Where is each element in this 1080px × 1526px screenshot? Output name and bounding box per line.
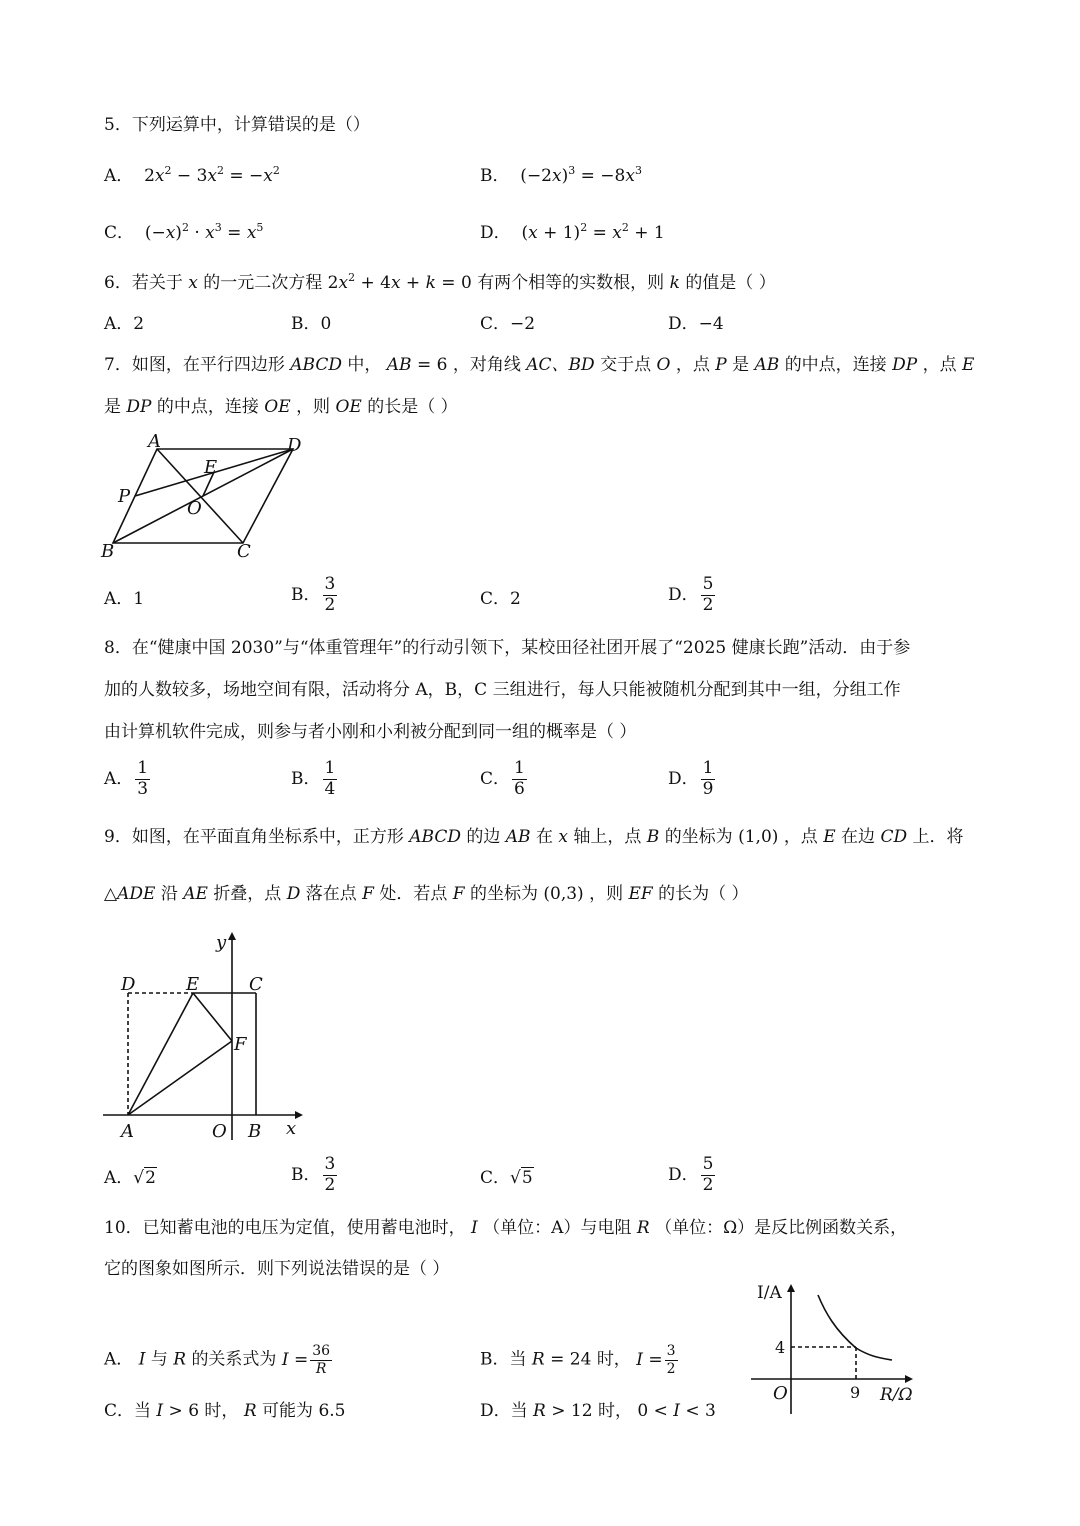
q7-stem-part: ，点 xyxy=(675,355,710,375)
q7-option-d-frac: $\frac{5}{2}$ xyxy=(702,574,714,615)
q7-label-o: O xyxy=(187,498,202,519)
q7-p: P xyxy=(715,355,727,375)
q6-stem xyxy=(104,272,776,292)
q7-diagonals: AC、BD xyxy=(526,355,595,375)
q9-option-c xyxy=(480,1170,534,1187)
q7-stem-part: 的中点，连接 xyxy=(784,355,887,375)
q10-stem-part: （单位：Ω）是反比例函数关系， xyxy=(655,1218,908,1238)
q9-stem-part: 落在点 xyxy=(305,884,357,904)
q7-option-d xyxy=(668,576,717,615)
q6-option-d: D．−4 xyxy=(668,314,724,334)
q10-option-d-part: 时， xyxy=(597,1401,632,1421)
q9-coord-f: (0,3) xyxy=(543,884,584,904)
q9-stem-part: 的边 xyxy=(466,827,501,847)
q9-option-a xyxy=(104,1170,157,1187)
q8-option-b xyxy=(291,760,339,799)
q7-stem-part: 7．如图，在平行四边形 xyxy=(104,355,285,375)
q9-label-d: D xyxy=(121,974,136,995)
q9-stem-part: 处．若点 xyxy=(379,884,448,904)
q10-x-arrow-icon xyxy=(905,1375,913,1383)
q7-option-b-label: B． xyxy=(291,584,321,605)
q7-abcd: ABCD xyxy=(290,355,342,375)
q5-option-a-label: A． xyxy=(104,166,134,186)
q7-option-b xyxy=(291,576,339,615)
q9-option-d-frac: $\frac{5}{2}$ xyxy=(702,1154,714,1195)
q9-segment-ae xyxy=(128,993,193,1115)
q5-option-a-expr: $2x^2 - 3x^2 = -x^2$ xyxy=(138,164,280,186)
q9-triangle-ade: △ADE xyxy=(104,884,156,904)
q9-stem-part: 沿 xyxy=(160,884,178,904)
q10-i: I xyxy=(471,1218,478,1238)
q9-f2: F xyxy=(452,884,465,904)
q10-option-a xyxy=(104,1344,334,1376)
q9-option-d-label: D． xyxy=(668,1164,699,1185)
q9-stem-part: 的坐标为 xyxy=(469,884,538,904)
q6-equation: $2x^2 + 4x + k = 0$ xyxy=(327,271,472,293)
q9-ef: EF xyxy=(628,884,653,904)
q9-abcd: ABCD xyxy=(409,827,461,847)
q10-option-b xyxy=(480,1344,680,1376)
q7-ab: AB xyxy=(754,355,780,375)
q9-d: D xyxy=(286,884,301,904)
q10-stem-part: 10．已知蓄电池的电压为定值，使用蓄电池时， xyxy=(104,1218,466,1238)
q9-f: F xyxy=(362,884,374,904)
q10-r: R xyxy=(636,1218,650,1238)
q8-option-a-frac: $\frac{1}{3}$ xyxy=(137,758,149,799)
q9-stem-part: 的长为（ ） xyxy=(658,884,749,904)
q10-option-b-label: B．当 xyxy=(480,1349,527,1370)
q10-option-a-expr: I = $\frac{36}{R}$ xyxy=(281,1343,331,1377)
q9-ae: AE xyxy=(183,884,208,904)
q10-y-label: I/A xyxy=(757,1283,782,1303)
q8-stem-line2: 加的人数较多，场地空间有限，活动将分 A，B，C 三组进行，每人只能被随机分配到其中一组，分组工作 xyxy=(104,680,901,700)
q6-stem-part: 有两个相等的实数根，则 xyxy=(477,273,665,293)
q7-o: O xyxy=(656,355,671,375)
q7-oe: OE xyxy=(264,397,291,417)
q7-dp: DP xyxy=(892,355,918,375)
q9-e: E xyxy=(823,827,836,847)
q10-option-a-i: I xyxy=(138,1349,146,1370)
q8-option-b-frac: $\frac{1}{4}$ xyxy=(324,758,336,799)
q10-tick-4: 4 xyxy=(775,1338,786,1357)
q7-option-b-frac: $\frac{3}{2}$ xyxy=(324,574,336,615)
q10-option-c-r: R xyxy=(243,1401,257,1421)
q10-option-a-part: 与 xyxy=(150,1349,168,1370)
q8-option-a-label: A． xyxy=(104,768,134,789)
q7-stem-line1 xyxy=(104,357,974,374)
q7-parallelogram-figure xyxy=(95,431,315,562)
q10-x-label: R/Ω xyxy=(880,1385,913,1405)
q5-option-d-expr: $(x + 1)^2 = x^2 + 1$ xyxy=(516,221,665,243)
q7-label-c: C xyxy=(237,541,251,562)
q7-stem-part: ，点 xyxy=(922,355,957,375)
q10-option-a-r: R xyxy=(173,1349,187,1370)
q7-stem-part: ，对角线 xyxy=(452,355,521,375)
q8-option-c xyxy=(480,760,529,799)
q7-stem-part: ，则 xyxy=(296,397,331,417)
q10-stem-line2: 它的图象如图所示．则下列说法错误的是（ ） xyxy=(104,1259,450,1279)
q10-option-b-cond: R = 24 xyxy=(531,1349,592,1370)
q9-stem-part: ，点 xyxy=(783,827,818,847)
q6-option-a: A．2 xyxy=(104,314,145,334)
q9-segment-af xyxy=(128,1041,232,1115)
q9-stem-part: 轴上，点 xyxy=(573,827,642,847)
q9-cd: CD xyxy=(880,827,908,847)
q10-origin-label: O xyxy=(773,1383,788,1404)
q10-option-d-expr: 0 < I < 3 xyxy=(637,1401,716,1421)
q9-x: x xyxy=(558,827,568,847)
q7-option-c: C．2 xyxy=(480,589,521,609)
q9-stem-part: 在 xyxy=(535,827,553,847)
q9-option-a-label: A． xyxy=(104,1168,134,1188)
q5-option-c-expr: $(-x)^2 \cdot x^3 = x^5$ xyxy=(139,221,264,243)
q5-option-d xyxy=(480,222,665,242)
q9-stem-part: ，则 xyxy=(589,884,624,904)
q9-stem-line2 xyxy=(104,886,749,903)
q9-coord-b: (1,0) xyxy=(738,827,779,847)
q9-option-d xyxy=(668,1156,717,1195)
q5-option-c-label: C． xyxy=(104,223,135,243)
q9-label-c: C xyxy=(249,974,263,995)
q7-stem-part: 的长是（ ） xyxy=(367,397,458,417)
q8-option-d-frac: $\frac{1}{9}$ xyxy=(702,758,714,799)
q8-option-d-label: D． xyxy=(668,768,699,789)
q10-inverse-function-graph xyxy=(745,1278,925,1418)
q7-option-a: A．1 xyxy=(104,589,145,609)
q6-stem-part: 6．若关于 xyxy=(104,273,183,293)
q9-option-c-label: C． xyxy=(480,1168,511,1188)
q5-option-b xyxy=(480,165,642,185)
q7-stem-part: 交于点 xyxy=(600,355,652,375)
q7-stem-part: 是 xyxy=(732,355,750,375)
q9-segment-ef xyxy=(193,993,232,1041)
q9-stem-part: 上．将 xyxy=(912,827,964,847)
q9-stem-part: 的坐标为 xyxy=(664,827,733,847)
q10-option-c-part: 可能为 6.5 xyxy=(262,1401,346,1421)
q7-diagonal-ac xyxy=(157,449,243,543)
q7-stem-part: 的中点，连接 xyxy=(156,397,259,417)
q9-option-b-frac: $\frac{3}{2}$ xyxy=(324,1154,336,1195)
q5-option-b-label: B． xyxy=(480,166,510,186)
q7-ab-eq: AB = 6 xyxy=(386,355,448,375)
q10-option-d xyxy=(480,1403,716,1420)
q9-label-x: x xyxy=(286,1118,297,1139)
q9-option-b xyxy=(291,1156,339,1195)
q5-stem: 5．下列运算中，计算错误的是（） xyxy=(104,115,370,135)
q9-label-a: A xyxy=(121,1121,134,1142)
q9-x-arrow-icon xyxy=(295,1111,303,1119)
q10-option-c-cond: I > 6 xyxy=(156,1401,200,1421)
q7-stem-part: 中， xyxy=(347,355,382,375)
q10-curve xyxy=(818,1295,892,1360)
q9-label-e: E xyxy=(186,974,200,995)
q10-y-arrow-icon xyxy=(787,1284,795,1292)
q8-option-d xyxy=(668,760,717,799)
q9-option-a-expr: √2 xyxy=(133,1168,156,1188)
q7-stem-part: 是 xyxy=(104,397,121,417)
q5-option-b-expr: $(-2x)^3 = -8x^3$ xyxy=(514,164,642,186)
q8-stem-line3: 由计算机软件完成，则参与者小刚和小利被分配到同一组的概率是（ ） xyxy=(104,722,637,742)
q9-b: B xyxy=(646,827,660,847)
q10-option-a-label: A． xyxy=(104,1349,134,1370)
q10-option-c-part: 时， xyxy=(204,1401,239,1421)
q7-label-b: B xyxy=(101,541,115,562)
q7-stem-line2 xyxy=(104,399,458,416)
q9-label-y: y xyxy=(216,932,227,953)
q6-option-c: C．−2 xyxy=(480,314,536,334)
q10-option-d-label: D．当 xyxy=(480,1401,528,1421)
q7-oe2: OE xyxy=(335,397,362,417)
q10-option-b-part: 时， xyxy=(596,1349,631,1370)
q9-stem-line1 xyxy=(104,829,964,846)
q7-label-p: P xyxy=(118,486,131,507)
q7-label-d: D xyxy=(287,435,302,456)
q7-dp2: DP xyxy=(126,397,152,417)
q7-label-e: E xyxy=(204,457,218,478)
q5-option-c xyxy=(104,222,263,242)
q7-label-a: A xyxy=(148,431,161,452)
q10-tick-9: 9 xyxy=(850,1383,861,1402)
q9-stem-part: 9．如图，在平面直角坐标系中，正方形 xyxy=(104,827,404,847)
q10-option-b-expr: I = $\frac{3}{2}$ xyxy=(636,1343,676,1377)
q8-option-a xyxy=(104,760,152,799)
q8-option-b-label: B． xyxy=(291,768,321,789)
q8-option-c-frac: $\frac{1}{6}$ xyxy=(514,758,525,799)
q10-option-c-label: C．当 xyxy=(104,1401,152,1421)
q6-stem-part: 的一元二次方程 xyxy=(203,273,323,293)
q9-label-f: F xyxy=(234,1034,247,1055)
q7-option-d-label: D． xyxy=(668,584,699,605)
q9-y-arrow-icon xyxy=(228,932,236,940)
q6-var-k: k xyxy=(669,273,680,293)
q9-stem-part: 折叠，点 xyxy=(213,884,282,904)
q9-label-o: O xyxy=(212,1121,227,1142)
q6-option-b: B．0 xyxy=(291,314,332,334)
q5-option-d-label: D． xyxy=(480,223,511,243)
q9-option-c-expr: √5 xyxy=(510,1168,533,1188)
q6-stem-part: 的值是（ ） xyxy=(685,273,776,293)
q10-stem-line1 xyxy=(104,1220,907,1237)
q9-ab: AB xyxy=(505,827,531,847)
q10-option-c xyxy=(104,1403,346,1420)
q9-stem-part: 在边 xyxy=(841,827,876,847)
q8-option-c-label: C． xyxy=(480,768,511,789)
q9-option-b-label: B． xyxy=(291,1164,321,1185)
q6-var-x: x xyxy=(188,273,198,293)
q9-label-b: B xyxy=(248,1121,262,1142)
q5-option-a xyxy=(104,165,280,185)
q9-coordinate-figure xyxy=(95,928,315,1143)
q7-e: E xyxy=(961,355,975,375)
q10-stem-part: （单位：A）与电阻 xyxy=(483,1218,632,1238)
q10-option-d-cond: R > 12 xyxy=(533,1401,593,1421)
q10-option-a-part: 的关系式为 xyxy=(191,1349,277,1370)
q8-stem-line1: 8．在“健康中国 2030”与“体重管理年”的行动引领下，某校田径社团开展了“2025 健康长跑”活动．由于参 xyxy=(104,638,911,658)
